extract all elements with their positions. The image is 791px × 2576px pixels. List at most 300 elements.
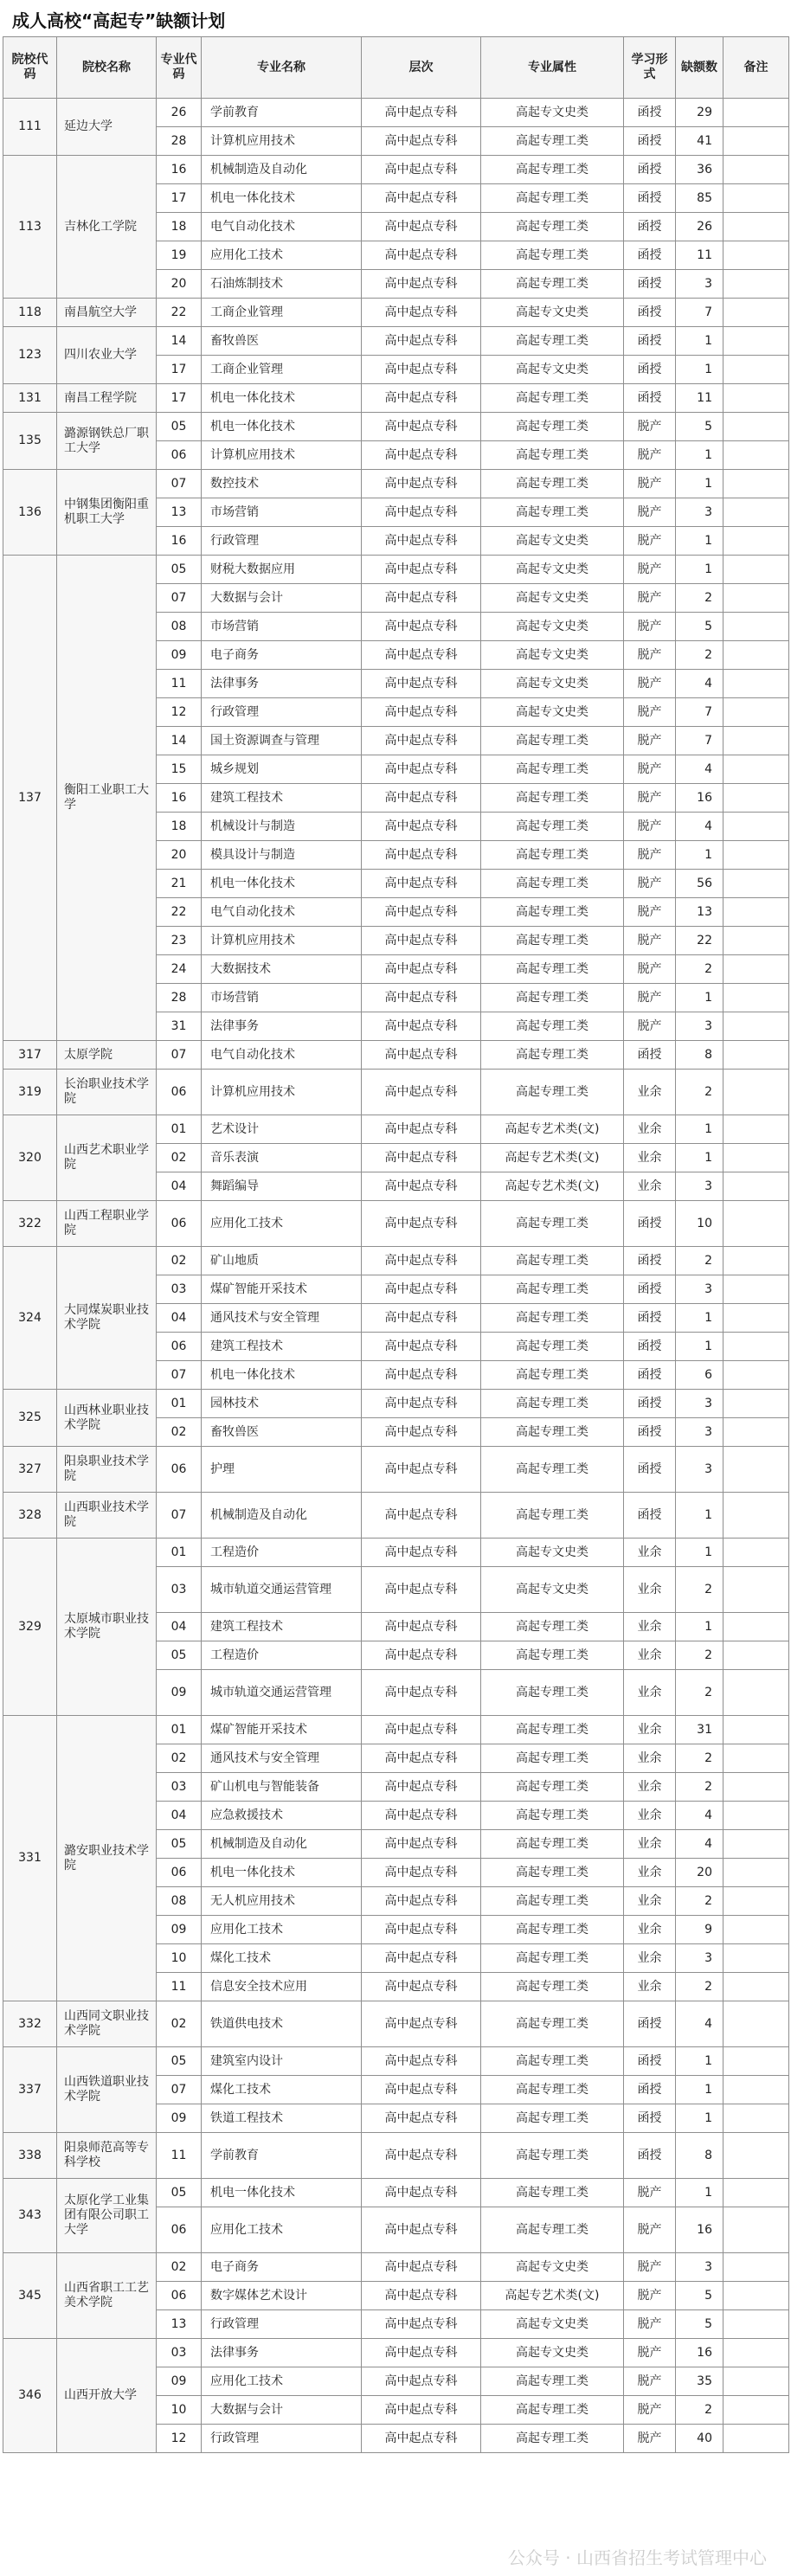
school-name: 南昌航空大学 (57, 299, 157, 327)
study-mode: 函授 (624, 2104, 676, 2133)
school-code: 320 (3, 1115, 57, 1201)
attribute: 高起专文史类 (481, 1567, 624, 1613)
vacancy-count: 2 (676, 584, 723, 613)
attribute: 高起专理工类 (481, 1973, 624, 2001)
remarks-cell (723, 2339, 789, 2367)
major-name: 计算机应用技术 (202, 441, 362, 470)
remarks-cell (723, 1275, 789, 1304)
vacancy-count: 3 (676, 498, 723, 527)
level: 高中起点专科 (362, 2001, 481, 2047)
attribute: 高起专理工类 (481, 841, 624, 870)
major-name: 计算机应用技术 (202, 1070, 362, 1115)
vacancy-count: 85 (676, 184, 723, 213)
attribute: 高起专理工类 (481, 327, 624, 356)
attribute: 高起专理工类 (481, 1070, 624, 1115)
header-school-name: 院校名称 (57, 37, 157, 99)
table-row (3, 99, 789, 127)
major-code: 15 (157, 755, 202, 784)
major-code: 24 (157, 955, 202, 984)
vacancy-count: 20 (676, 1859, 723, 1887)
attribute: 高起专理工类 (481, 270, 624, 299)
school-name: 山西省职工工艺美术学院 (57, 2253, 157, 2339)
study-mode: 函授 (624, 1041, 676, 1070)
attribute: 高起专理工类 (481, 1830, 624, 1859)
vacancy-count: 13 (676, 898, 723, 927)
major-code: 06 (157, 2282, 202, 2310)
attribute: 高起专理工类 (481, 870, 624, 898)
table-row (3, 156, 789, 184)
study-mode: 业余 (624, 1641, 676, 1670)
level: 高中起点专科 (362, 356, 481, 384)
study-mode: 业余 (624, 1973, 676, 2001)
attribute: 高起专理工类 (481, 727, 624, 755)
major-code: 12 (157, 698, 202, 727)
attribute: 高起专理工类 (481, 1418, 624, 1447)
remarks-cell (723, 127, 789, 156)
attribute: 高起专文史类 (481, 527, 624, 556)
school-name: 四川农业大学 (57, 327, 157, 384)
level: 高中起点专科 (362, 2104, 481, 2133)
level: 高中起点专科 (362, 2367, 481, 2396)
vacancy-count: 6 (676, 1361, 723, 1390)
remarks-cell (723, 2425, 789, 2453)
school-code: 324 (3, 1247, 57, 1390)
major-name: 电气自动化技术 (202, 1041, 362, 1070)
table-row (3, 470, 789, 498)
major-name: 法律事务 (202, 1012, 362, 1041)
vacancy-count: 4 (676, 1802, 723, 1830)
remarks-cell (723, 1390, 789, 1418)
major-name: 财税大数据应用 (202, 556, 362, 584)
vacancy-count: 2 (676, 1887, 723, 1916)
major-code: 06 (157, 1070, 202, 1115)
vacancy-count: 16 (676, 784, 723, 813)
remarks-cell (723, 1567, 789, 1613)
level: 高中起点专科 (362, 1802, 481, 1830)
vacancy-count: 3 (676, 1172, 723, 1201)
remarks-cell (723, 470, 789, 498)
study-mode: 脱产 (624, 413, 676, 441)
major-code: 09 (157, 1916, 202, 1944)
study-mode: 脱产 (624, 641, 676, 670)
attribute: 高起专艺术类(文) (481, 1115, 624, 1144)
attribute: 高起专理工类 (481, 213, 624, 241)
level: 高中起点专科 (362, 955, 481, 984)
major-name: 机械制造及自动化 (202, 156, 362, 184)
vacancy-count: 2 (676, 1641, 723, 1670)
major-code: 02 (157, 1144, 202, 1172)
remarks-cell (723, 727, 789, 755)
major-name: 铁道供电技术 (202, 2001, 362, 2047)
remarks-cell (723, 584, 789, 613)
attribute: 高起专文史类 (481, 2253, 624, 2282)
vacancy-count: 1 (676, 470, 723, 498)
study-mode: 脱产 (624, 813, 676, 841)
vacancy-count: 3 (676, 1012, 723, 1041)
level: 高中起点专科 (362, 2133, 481, 2179)
major-name: 石油炼制技术 (202, 270, 362, 299)
vacancy-count: 1 (676, 2047, 723, 2076)
major-code: 07 (157, 2076, 202, 2104)
level: 高中起点专科 (362, 1670, 481, 1716)
attribute: 高起专理工类 (481, 1670, 624, 1716)
table-row (3, 1390, 789, 1418)
attribute: 高起专理工类 (481, 470, 624, 498)
study-mode: 脱产 (624, 584, 676, 613)
study-mode: 业余 (624, 1944, 676, 1973)
remarks-cell (723, 413, 789, 441)
remarks-cell (723, 698, 789, 727)
major-code: 07 (157, 584, 202, 613)
remarks-cell (723, 1012, 789, 1041)
remarks-cell (723, 356, 789, 384)
level: 高中起点专科 (362, 1973, 481, 2001)
major-code: 06 (157, 441, 202, 470)
level: 高中起点专科 (362, 698, 481, 727)
level: 高中起点专科 (362, 1418, 481, 1447)
vacancy-count: 3 (676, 1275, 723, 1304)
remarks-cell (723, 1802, 789, 1830)
school-name: 衡阳工业职工大学 (57, 556, 157, 1041)
vacancy-count: 1 (676, 1333, 723, 1361)
major-name: 无人机应用技术 (202, 1887, 362, 1916)
attribute: 高起专理工类 (481, 2104, 624, 2133)
remarks-cell (723, 2179, 789, 2207)
level: 高中起点专科 (362, 1012, 481, 1041)
attribute: 高起专理工类 (481, 1493, 624, 1539)
vacancy-count: 5 (676, 2282, 723, 2310)
remarks-cell (723, 299, 789, 327)
remarks-cell (723, 1670, 789, 1716)
study-mode: 脱产 (624, 2253, 676, 2282)
level: 高中起点专科 (362, 498, 481, 527)
major-name: 城市轨道交通运营管理 (202, 1567, 362, 1613)
major-code: 14 (157, 327, 202, 356)
level: 高中起点专科 (362, 2207, 481, 2253)
vacancy-count: 3 (676, 1418, 723, 1447)
major-code: 01 (157, 1716, 202, 1744)
study-mode: 函授 (624, 1390, 676, 1418)
major-code: 09 (157, 2367, 202, 2396)
table-row (3, 384, 789, 413)
attribute: 高起专文史类 (481, 670, 624, 698)
major-code: 04 (157, 1613, 202, 1641)
level: 高中起点专科 (362, 2425, 481, 2453)
remarks-cell (723, 2367, 789, 2396)
study-mode: 业余 (624, 1539, 676, 1567)
quota-table-container (3, 36, 788, 2453)
attribute: 高起专艺术类(文) (481, 1144, 624, 1172)
vacancy-count: 4 (676, 2001, 723, 2047)
study-mode: 脱产 (624, 613, 676, 641)
vacancy-count: 1 (676, 356, 723, 384)
header-level: 层次 (362, 37, 481, 99)
study-mode: 函授 (624, 1361, 676, 1390)
major-name: 畜牧兽医 (202, 1418, 362, 1447)
remarks-cell (723, 1361, 789, 1390)
vacancy-count: 7 (676, 299, 723, 327)
level: 高中起点专科 (362, 1944, 481, 1973)
remarks-cell (723, 1641, 789, 1670)
major-code: 02 (157, 1418, 202, 1447)
remarks-cell (723, 1744, 789, 1773)
major-code: 07 (157, 1361, 202, 1390)
major-code: 10 (157, 1944, 202, 1973)
attribute: 高起专理工类 (481, 784, 624, 813)
attribute: 高起专理工类 (481, 1201, 624, 1247)
school-code: 131 (3, 384, 57, 413)
school-code: 325 (3, 1390, 57, 1447)
remarks-cell (723, 2396, 789, 2425)
vacancy-count: 1 (676, 2179, 723, 2207)
level: 高中起点专科 (362, 99, 481, 127)
school-name: 山西林业职业技术学院 (57, 1390, 157, 1447)
level: 高中起点专科 (362, 441, 481, 470)
level: 高中起点专科 (362, 1333, 481, 1361)
major-code: 11 (157, 1973, 202, 2001)
major-name: 国土资源调查与管理 (202, 727, 362, 755)
major-code: 14 (157, 727, 202, 755)
major-code: 26 (157, 99, 202, 127)
major-name: 电气自动化技术 (202, 898, 362, 927)
vacancy-count: 16 (676, 2339, 723, 2367)
school-name: 大同煤炭职业技术学院 (57, 1247, 157, 1390)
table-row (3, 1447, 789, 1493)
remarks-cell (723, 1070, 789, 1115)
remarks-cell (723, 898, 789, 927)
vacancy-count: 1 (676, 2076, 723, 2104)
study-mode: 脱产 (624, 955, 676, 984)
school-code: 343 (3, 2179, 57, 2253)
study-mode: 函授 (624, 1418, 676, 1447)
study-mode: 脱产 (624, 755, 676, 784)
study-mode: 脱产 (624, 870, 676, 898)
major-name: 大数据技术 (202, 955, 362, 984)
vacancy-count: 1 (676, 1144, 723, 1172)
level: 高中起点专科 (362, 1773, 481, 1802)
level: 高中起点专科 (362, 870, 481, 898)
study-mode: 脱产 (624, 498, 676, 527)
school-name: 潞源钢铁总厂职工大学 (57, 413, 157, 470)
study-mode: 脱产 (624, 898, 676, 927)
level: 高中起点专科 (362, 1172, 481, 1201)
school-code: 329 (3, 1539, 57, 1716)
major-name: 法律事务 (202, 670, 362, 698)
school-name: 山西职业技术学院 (57, 1493, 157, 1539)
study-mode: 脱产 (624, 441, 676, 470)
vacancy-count: 3 (676, 1944, 723, 1973)
vacancy-count: 1 (676, 1539, 723, 1567)
vacancy-count: 2 (676, 1973, 723, 2001)
level: 高中起点专科 (362, 1275, 481, 1304)
remarks-cell (723, 2310, 789, 2339)
major-code: 20 (157, 841, 202, 870)
level: 高中起点专科 (362, 1916, 481, 1944)
remarks-cell (723, 1830, 789, 1859)
school-code: 328 (3, 1493, 57, 1539)
school-name: 潞安职业技术学院 (57, 1716, 157, 2001)
vacancy-count: 41 (676, 127, 723, 156)
remarks-cell (723, 1613, 789, 1641)
major-name: 音乐表演 (202, 1144, 362, 1172)
vacancy-count: 2 (676, 2396, 723, 2425)
level: 高中起点专科 (362, 841, 481, 870)
vacancy-count: 5 (676, 413, 723, 441)
major-code: 09 (157, 1670, 202, 1716)
school-code: 137 (3, 556, 57, 1041)
study-mode: 业余 (624, 1887, 676, 1916)
major-code: 07 (157, 470, 202, 498)
major-name: 城乡规划 (202, 755, 362, 784)
major-name: 应用化工技术 (202, 1201, 362, 1247)
attribute: 高起专理工类 (481, 898, 624, 927)
major-name: 市场营销 (202, 498, 362, 527)
remarks-cell (723, 2282, 789, 2310)
major-name: 工程造价 (202, 1641, 362, 1670)
remarks-cell (723, 670, 789, 698)
level: 高中起点专科 (362, 213, 481, 241)
level: 高中起点专科 (362, 2253, 481, 2282)
study-mode: 脱产 (624, 1012, 676, 1041)
major-code: 03 (157, 1567, 202, 1613)
level: 高中起点专科 (362, 670, 481, 698)
major-code: 02 (157, 2253, 202, 2282)
study-mode: 业余 (624, 1567, 676, 1613)
level: 高中起点专科 (362, 898, 481, 927)
study-mode: 业余 (624, 1070, 676, 1115)
major-name: 行政管理 (202, 698, 362, 727)
study-mode: 脱产 (624, 2207, 676, 2253)
major-code: 11 (157, 2133, 202, 2179)
remarks-cell (723, 1916, 789, 1944)
level: 高中起点专科 (362, 384, 481, 413)
vacancy-count: 8 (676, 1041, 723, 1070)
study-mode: 脱产 (624, 670, 676, 698)
study-mode: 函授 (624, 184, 676, 213)
major-name: 畜牧兽医 (202, 327, 362, 356)
major-code: 05 (157, 1641, 202, 1670)
study-mode: 业余 (624, 1670, 676, 1716)
major-code: 20 (157, 270, 202, 299)
level: 高中起点专科 (362, 1201, 481, 1247)
level: 高中起点专科 (362, 755, 481, 784)
study-mode: 函授 (624, 1275, 676, 1304)
major-name: 数字媒体艺术设计 (202, 2282, 362, 2310)
school-name: 山西艺术职业学院 (57, 1115, 157, 1201)
school-name: 吉林化工学院 (57, 156, 157, 299)
major-name: 舞蹈编导 (202, 1172, 362, 1201)
attribute: 高起专理工类 (481, 1012, 624, 1041)
major-name: 电气自动化技术 (202, 213, 362, 241)
school-name: 太原学院 (57, 1041, 157, 1070)
school-name: 山西铁道职业技术学院 (57, 2047, 157, 2133)
vacancy-count: 4 (676, 755, 723, 784)
school-name: 山西开放大学 (57, 2339, 157, 2453)
major-name: 大数据与会计 (202, 584, 362, 613)
school-code: 135 (3, 413, 57, 470)
remarks-cell (723, 241, 789, 270)
major-code: 17 (157, 384, 202, 413)
header-vacancy: 缺额数 (676, 37, 723, 99)
study-mode: 函授 (624, 2076, 676, 2104)
attribute: 高起专理工类 (481, 498, 624, 527)
attribute: 高起专理工类 (481, 1773, 624, 1802)
major-name: 机电一体化技术 (202, 384, 362, 413)
major-name: 机械制造及自动化 (202, 1830, 362, 1859)
major-name: 艺术设计 (202, 1115, 362, 1144)
table-row (3, 1247, 789, 1275)
remarks-cell (723, 1447, 789, 1493)
watermark: 公众号 · 山西省招生考试管理中心 (507, 2547, 767, 2568)
study-mode: 函授 (624, 213, 676, 241)
level: 高中起点专科 (362, 984, 481, 1012)
level: 高中起点专科 (362, 2179, 481, 2207)
major-code: 06 (157, 1859, 202, 1887)
level: 高中起点专科 (362, 556, 481, 584)
vacancy-count: 36 (676, 156, 723, 184)
major-name: 电子商务 (202, 2253, 362, 2282)
attribute: 高起专理工类 (481, 1304, 624, 1333)
major-code: 01 (157, 1539, 202, 1567)
attribute: 高起专文史类 (481, 641, 624, 670)
remarks-cell (723, 498, 789, 527)
school-name: 阳泉师范高等专科学校 (57, 2133, 157, 2179)
remarks-cell (723, 99, 789, 127)
attribute: 高起专文史类 (481, 356, 624, 384)
remarks-cell (723, 2133, 789, 2179)
attribute: 高起专理工类 (481, 2207, 624, 2253)
remarks-cell (723, 1944, 789, 1973)
vacancy-count: 1 (676, 556, 723, 584)
attribute: 高起专理工类 (481, 413, 624, 441)
study-mode: 业余 (624, 1773, 676, 1802)
attribute: 高起专理工类 (481, 156, 624, 184)
major-name: 工程造价 (202, 1539, 362, 1567)
level: 高中起点专科 (362, 2339, 481, 2367)
remarks-cell (723, 2076, 789, 2104)
attribute: 高起专理工类 (481, 2425, 624, 2453)
major-code: 16 (157, 527, 202, 556)
major-name: 煤化工技术 (202, 1944, 362, 1973)
vacancy-count: 2 (676, 1247, 723, 1275)
study-mode: 函授 (624, 1304, 676, 1333)
school-name: 阳泉职业技术学院 (57, 1447, 157, 1493)
table-row (3, 1493, 789, 1539)
level: 高中起点专科 (362, 241, 481, 270)
attribute: 高起专理工类 (481, 241, 624, 270)
level: 高中起点专科 (362, 584, 481, 613)
major-name: 机电一体化技术 (202, 870, 362, 898)
major-code: 16 (157, 784, 202, 813)
table-row (3, 2133, 789, 2179)
attribute: 高起专理工类 (481, 2076, 624, 2104)
attribute: 高起专理工类 (481, 2047, 624, 2076)
level: 高中起点专科 (362, 2282, 481, 2310)
major-name: 机电一体化技术 (202, 413, 362, 441)
vacancy-count: 1 (676, 327, 723, 356)
major-name: 矿山机电与智能装备 (202, 1773, 362, 1802)
page-title: 成人高校“高起专”缺额计划 (12, 10, 226, 31)
level: 高中起点专科 (362, 641, 481, 670)
major-code: 03 (157, 1275, 202, 1304)
vacancy-count: 22 (676, 927, 723, 955)
study-mode: 业余 (624, 1802, 676, 1830)
school-name: 太原城市职业技术学院 (57, 1539, 157, 1716)
attribute: 高起专理工类 (481, 2367, 624, 2396)
level: 高中起点专科 (362, 1567, 481, 1613)
major-code: 09 (157, 2104, 202, 2133)
table-row (3, 2001, 789, 2047)
